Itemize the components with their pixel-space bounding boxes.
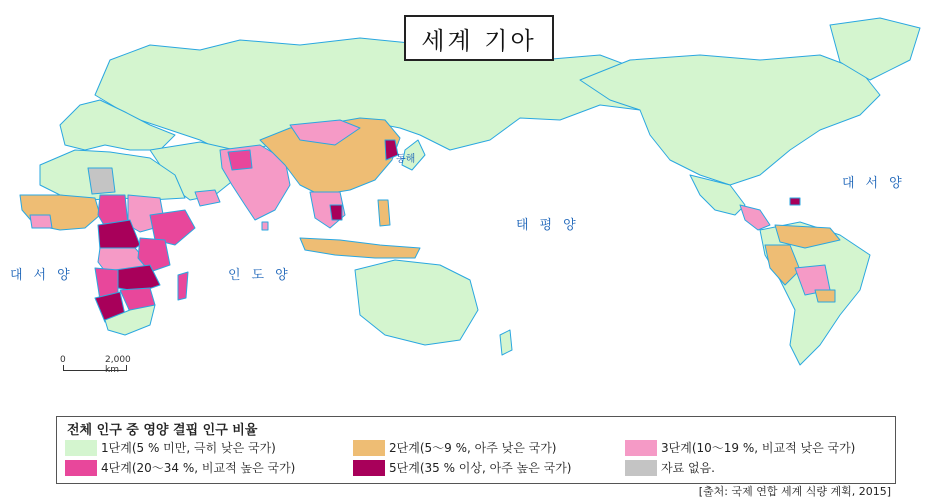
legend-title: 전체 인구 중 영양 결핍 인구 비율 [67, 423, 258, 438]
region-madagascar [178, 272, 188, 300]
region-western-sahara [88, 168, 115, 194]
ocean-label-indian: 인도양 [228, 268, 299, 283]
legend-label-stage1: 1단계(5 % 미만, 극히 낮은 국가) [101, 441, 276, 455]
legend-swatch-nodata [625, 460, 657, 476]
source-citation: [출처: 국제 연합 세계 식량 계획, 2015] [698, 485, 891, 498]
legend-item-stage2 [353, 439, 556, 456]
legend-item-stage5 [353, 459, 571, 476]
region-laos [330, 205, 342, 220]
region-australia [355, 260, 478, 345]
legend-swatch-stage3 [625, 440, 657, 456]
region-philippines [378, 200, 390, 226]
legend-label-stage4: 4단계(20～34 %, 비교적 높은 국가) [101, 461, 296, 475]
legend-label-stage3: 3단계(10～19 %, 비교적 낮은 국가) [661, 441, 856, 455]
legend-item-stage1 [65, 439, 276, 456]
legend-item-stage3 [625, 439, 855, 456]
legend-label-stage5: 5단계(35 % 이상, 아주 높은 국가) [389, 461, 572, 475]
legend-swatch-stage2 [353, 440, 385, 456]
legend-item-stage4 [65, 459, 295, 476]
legend-swatch-stage1 [65, 440, 97, 456]
legend-item-nodata [625, 459, 715, 476]
map-title: 세계 기아 [404, 15, 554, 61]
legend-label-nodata: 자료 없음. [661, 461, 715, 475]
region-indonesia [300, 238, 420, 258]
scale-zero: 0 [60, 355, 66, 365]
legend [56, 416, 896, 484]
scale-line [63, 365, 127, 371]
region-west-africa-3 [30, 215, 52, 228]
region-sri-lanka [262, 222, 268, 230]
region-paraguay [815, 290, 835, 302]
region-new-zealand [500, 330, 512, 355]
ocean-label-pacific: 태평양 [516, 218, 587, 233]
region-yemen [195, 190, 220, 206]
region-haiti [790, 198, 800, 205]
ocean-label-atlantic-west: 대서양 [10, 268, 81, 283]
region-central-america [740, 205, 770, 230]
legend-swatch-stage4 [65, 460, 97, 476]
scale-distance: 2,000 km [105, 355, 131, 375]
ocean-label-atlantic-east: 대서양 [842, 176, 913, 191]
legend-swatch-stage5 [353, 460, 385, 476]
region-afghanistan [228, 150, 252, 170]
sea-label-east-sea: 동해 [396, 154, 416, 165]
region-north-america [580, 55, 880, 185]
legend-label-stage2: 2단계(5～9 %, 아주 낮은 국가) [389, 441, 557, 455]
